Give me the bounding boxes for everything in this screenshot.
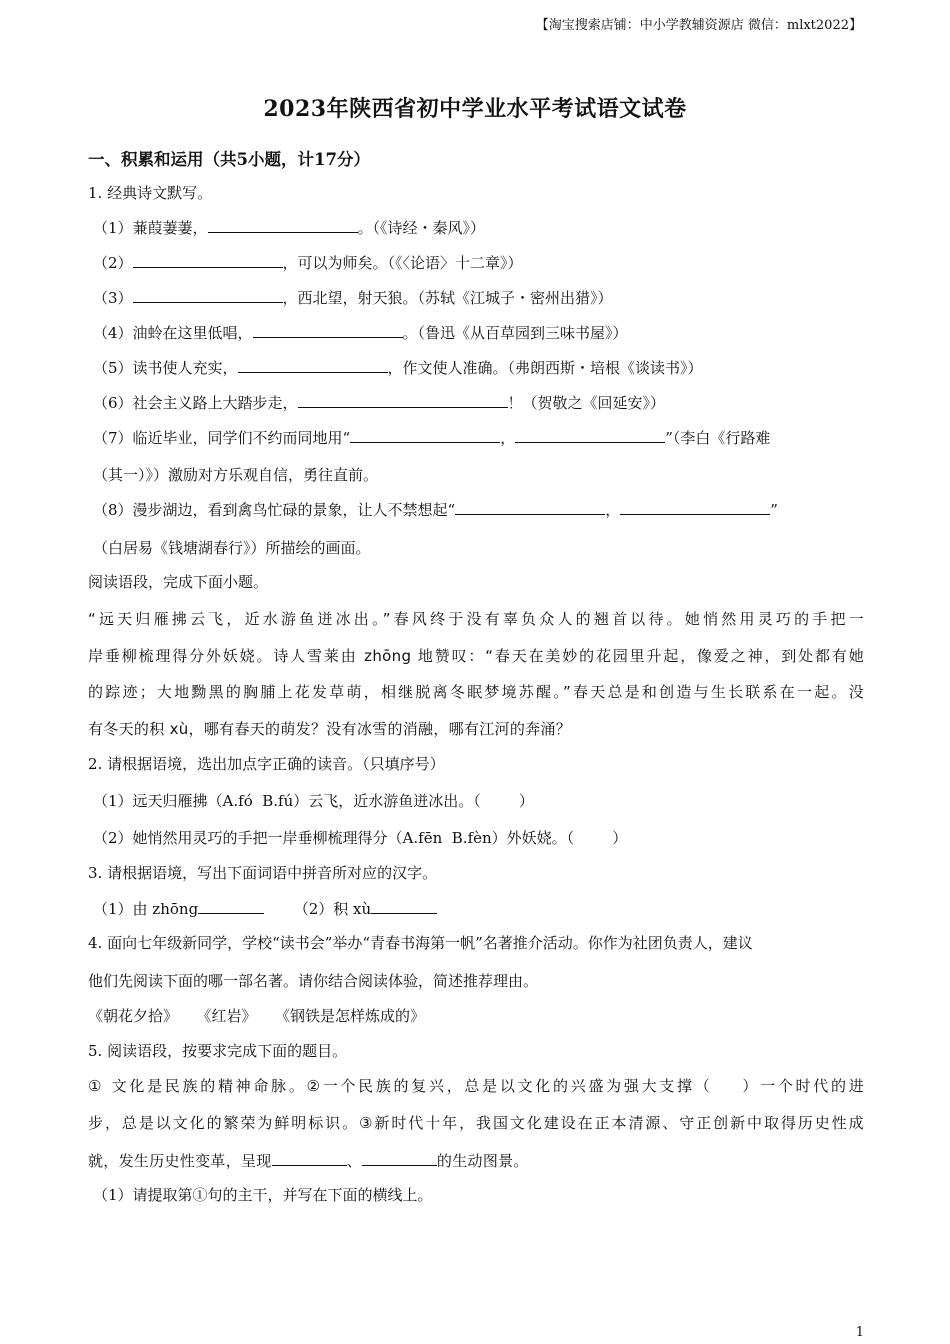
q5-passage-line-3 [88,1150,864,1171]
answer-blank[interactable] [362,1151,437,1166]
q1-item-8-cont: （白居易《钱塘湖春行》）所描绘的画面。 [93,539,371,557]
answer-blank[interactable] [238,358,388,373]
passage-line-4: 有冬天的积 xù，哪有春天的萌发？没有冰雪的消融，哪有江河的奔涌？ [88,720,572,738]
q1-item-8 [93,499,778,520]
q4-line-2: 他们先阅读下面的哪一部名著。请你结合阅读体验，简述推荐理由。 [88,972,539,990]
q5-passage-line-2: 步，总是以文化的繁荣为鲜明标识。③新时代十年，我国文化建设在正本清源、守正创新中取得历史性成 [88,1114,864,1132]
q2-stem: 2. 请根据语境，选出加点字正确的读音。（只填序号） [88,755,445,773]
reading-intro: 阅读语段，完成下面小题。 [88,573,269,591]
q1-item-4-text-a: （4）油蛉在这里低唱， [93,324,253,342]
q1-item-3-text-b: ，西北望，射天狼。（苏轼《江城子・密州出猎》） [282,289,613,307]
q3-item-b: （2）积 xù [293,900,372,918]
q1-item-6 [93,392,665,413]
q1-item-7-text-b: ”（李白《行路难 [665,429,771,447]
q1-item-5-text-b: ，作文使人准确。（弗朗西斯・培根《谈读书》） [387,359,703,377]
answer-blank[interactable] [620,500,770,515]
answer-blank[interactable] [133,288,283,303]
q1-item-3-text-a: （3） [93,289,133,307]
passage-line-3: 的踪迹；大地黝黑的胸脯上花发草萌，相继脱离冬眠梦境苏醒。”春天总是和创造与生长联系在一起。没 [88,683,864,701]
answer-blank[interactable] [455,500,605,515]
answer-blank[interactable] [272,1151,347,1166]
q4-line-1: 4. 面向七年级新同学，学校“读书会”举办“青春书海第一帆”名著推介活动。你作为社团负责人，建议 [88,934,753,952]
q3-items [93,898,437,919]
passage-line-1: “远天归雁拂云飞，近水游鱼迸冰出。”春风终于没有辜负众人的翘首以待。她悄然用灵巧的手把一 [88,610,864,628]
q5-passage-line-1: ① 文化是民族的精神命脉。②一个民族的复兴，总是以文化的兴盛为强大支撑（ ）一个时代的进 [88,1077,864,1095]
q1-item-5-text-a: （5）读书使人充实， [93,359,238,377]
q1-item-3 [93,287,613,308]
section-heading: 一、积累和运用（共5小题，计17分） [88,150,370,169]
answer-blank[interactable] [133,253,283,268]
page-number: 1 [855,1325,864,1340]
q1-item-2 [93,252,523,273]
q1-item-8-text-a: （8）漫步湖边，看到禽鸟忙碌的景象，让人不禁想起“ [93,501,456,519]
q5-stem: 5. 阅读语段，按要求完成下面的题目。 [88,1042,348,1060]
q5-sub-1: （1）请提取第①句的主干，并写在下面的横线上。 [93,1186,433,1204]
q3-stem: 3. 请根据语境，写出下面词语中拼音所对应的汉字。 [88,864,438,882]
answer-blank[interactable] [208,218,358,233]
answer-blank[interactable] [253,323,403,338]
header-note: 【淘宝搜索店铺：中小学教辅资源店 微信：mlxt2022】 [535,18,862,33]
q2-item-2: （2）她悄然用灵巧的手把一岸垂柳梳理得分（A.fēn B.fèn）外妖娆。（ ） [93,829,628,847]
answer-blank[interactable] [515,428,665,443]
answer-blank[interactable] [198,899,264,914]
q5-line-3-text-b: 的生动图景。 [436,1152,529,1170]
book-option: 《红岩》 [204,1007,257,1025]
q1-item-7-cont: （其一）》）激励对方乐观自信，勇往直前。 [93,466,379,484]
q1-item-8-text-b: ” [770,501,778,519]
answer-blank[interactable] [298,393,508,408]
q1-item-4-text-b: 。（鲁迅《从百草园到三味书屋》） [402,324,628,342]
answer-blank[interactable] [350,428,500,443]
q1-item-7-text-a: （7）临近毕业，同学们不约而同地用“ [93,429,351,447]
q1-item-6-text-b: ！（贺敬之《回延安》） [507,394,666,412]
q1-item-2-text-a: （2） [93,254,133,272]
q1-item-5 [93,357,703,378]
q2-item-1: （1）远天归雁拂（A.fó B.fú）云飞，近水游鱼迸冰出。（ ） [93,792,534,810]
q1-stem: 1. 经典诗文默写。 [88,184,213,202]
q5-line-3-text-a: 就，发生历史性变革，呈现 [88,1152,272,1170]
passage-line-2: 岸垂柳梳理得分外妖娆。诗人雪莱由 zhōng 地赞叹：“春天在美妙的花园里升起，像爱之神，到处都有她 [88,647,864,665]
q1-item-7 [93,427,770,448]
q1-item-1-text-a: （1）蒹葭萋萋， [93,219,208,237]
q4-book-list [88,1005,451,1026]
answer-blank[interactable] [371,899,437,914]
q1-item-8-sep: ， [605,501,621,519]
q1-item-1-text-b: 。（《诗经・秦风》） [357,219,486,237]
q1-item-6-text-a: （6）社会主义路上大踏步走， [93,394,298,412]
q5-line-3-sep: 、 [346,1152,362,1170]
q1-item-7-sep: ， [500,429,516,447]
book-option: 《朝花夕拾》 [88,1007,179,1025]
q3-item-a: （1）由 zhōng [93,900,199,918]
book-option: 《钢铁是怎样炼成的》 [282,1007,426,1025]
q1-item-1 [93,217,485,238]
page-title: 2023年陕西省初中学业水平考试语文试卷 [263,96,687,122]
q1-item-2-text-b: ，可以为师矣。（《〈论语〉十二章》） [282,254,523,272]
q1-item-4 [93,322,628,343]
